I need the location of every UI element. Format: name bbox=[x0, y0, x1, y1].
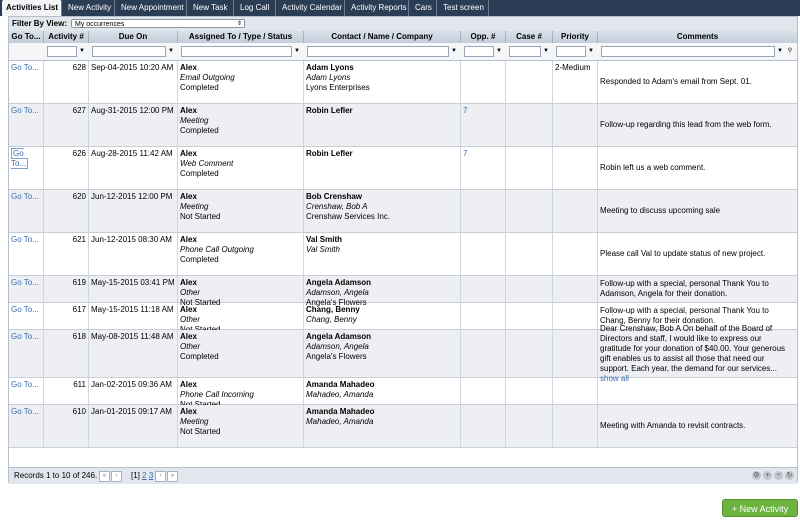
priority bbox=[553, 330, 598, 377]
activity-number: 618 bbox=[44, 330, 89, 377]
activity-status: Not Started bbox=[180, 298, 221, 307]
last-page-button[interactable]: » bbox=[167, 471, 178, 482]
records-count: Records 1 to 10 of 246. bbox=[14, 471, 98, 480]
contact-name: Crenshaw, Bob A bbox=[306, 202, 368, 211]
activities-grid bbox=[8, 16, 798, 483]
contact-company: Lyons Enterprises bbox=[306, 83, 370, 92]
case-number bbox=[506, 233, 553, 275]
case-number bbox=[506, 61, 553, 103]
activity-status: Completed bbox=[180, 352, 219, 361]
activity-number: 621 bbox=[44, 233, 89, 275]
activity-number: 611 bbox=[44, 378, 89, 404]
contact-name: Adamson, Angela bbox=[306, 342, 369, 351]
activity-type: Meeting bbox=[180, 202, 209, 211]
tab-bar bbox=[0, 0, 800, 16]
table-row[interactable] bbox=[9, 378, 797, 405]
priority bbox=[553, 276, 598, 302]
activity-status: Not Started bbox=[180, 427, 221, 436]
contact-name: Adamson, Angela bbox=[306, 288, 369, 297]
goto-link[interactable]: Go To... bbox=[11, 106, 39, 115]
first-page-button[interactable]: « bbox=[99, 471, 110, 482]
cell-goto bbox=[9, 378, 44, 404]
activity-assignee: Alex bbox=[180, 278, 197, 287]
contact-company: Angela's Flowers bbox=[306, 352, 367, 361]
contact-name: Chang, Benny bbox=[306, 315, 357, 324]
case-number bbox=[506, 104, 553, 146]
funnel-icon[interactable]: ⚲ bbox=[787, 48, 793, 54]
refresh-icon[interactable]: ↻ bbox=[786, 472, 793, 479]
table-row[interactable] bbox=[9, 61, 797, 104]
show-all-link[interactable]: show all bbox=[600, 373, 629, 383]
contact-contact[interactable]: Amanda Mahadeo bbox=[306, 380, 375, 389]
new-activity-button[interactable]: + New Activity bbox=[722, 499, 798, 517]
tab-log-call[interactable]: Log Call bbox=[236, 0, 276, 16]
case-number bbox=[506, 405, 553, 447]
goto-link[interactable]: Go To... bbox=[11, 305, 39, 314]
goto-link[interactable]: Go To... bbox=[11, 407, 39, 416]
remove-icon[interactable]: − bbox=[774, 471, 783, 480]
activity-type: Other bbox=[180, 342, 201, 351]
cell-opp bbox=[461, 378, 506, 404]
cell-comments bbox=[598, 405, 797, 447]
tab-activities-list[interactable]: Activities List bbox=[2, 0, 62, 16]
cell-opp bbox=[461, 233, 506, 275]
filter-priority-dropdown-icon[interactable]: ▼ bbox=[588, 48, 594, 54]
contact-contact[interactable]: Angela Adamson bbox=[306, 332, 372, 341]
opportunity-link[interactable]: 7 bbox=[463, 149, 468, 158]
table-row[interactable] bbox=[9, 323, 797, 383]
cell-contact bbox=[304, 104, 461, 146]
due-date: Aug-31-2015 12:00 PM bbox=[89, 104, 178, 146]
cell-comments bbox=[598, 233, 797, 275]
activity-type: Web Comment bbox=[180, 159, 234, 168]
cell-comments bbox=[598, 147, 797, 189]
priority bbox=[553, 405, 598, 447]
cell-contact bbox=[304, 147, 461, 189]
page-3-link[interactable]: 3 bbox=[148, 471, 154, 480]
goto-link[interactable]: Go To... bbox=[11, 192, 39, 201]
col-goto-header[interactable]: Go To... bbox=[9, 31, 44, 43]
col-due-header[interactable]: Due On bbox=[89, 31, 178, 43]
cell-goto bbox=[9, 190, 44, 232]
contact-contact[interactable]: Val Smith bbox=[306, 235, 343, 244]
activity-number: 626 bbox=[44, 147, 89, 189]
cell-contact bbox=[304, 61, 461, 103]
activity-assignee: Alex bbox=[180, 407, 197, 416]
contact-company: Crenshaw Services Inc. bbox=[306, 212, 391, 221]
activity-type: Email Outgoing bbox=[180, 73, 235, 82]
contact-name: Mahadeo, Amanda bbox=[306, 417, 374, 426]
due-date: Aug-28-2015 11:42 AM bbox=[89, 147, 178, 189]
activity-status: Completed bbox=[180, 169, 219, 178]
col-case-header[interactable]: Case # bbox=[506, 31, 553, 43]
contact-contact[interactable]: Bob Crenshaw bbox=[306, 192, 363, 201]
contact-contact[interactable]: Robin Lefler bbox=[306, 149, 353, 158]
due-date: May-15-2015 03:41 PM bbox=[89, 276, 178, 302]
comment-text: Responded to Adam's email from Sept. 01. bbox=[600, 77, 752, 86]
comment-text: Please call Val to update status of new project. bbox=[600, 249, 766, 258]
activity-type: Other bbox=[180, 288, 201, 297]
comment-text: Dear Crenshaw, Bob A On behalf of the Board of Directors and staff, I would like to express our gratitude for your donation of $40.00. Your generous gift enables us to assist all those that need our support. Each year, the demand for our services... bbox=[600, 323, 786, 373]
due-date: Jun-12-2015 12:00 PM bbox=[89, 190, 178, 232]
cell-opp bbox=[461, 405, 506, 447]
priority bbox=[553, 233, 598, 275]
filter-comments-dropdown-icon[interactable]: ▼ bbox=[777, 48, 783, 54]
cell-goto bbox=[9, 104, 44, 146]
table-row[interactable] bbox=[9, 276, 797, 307]
activity-assignee: Alex bbox=[180, 380, 197, 389]
priority bbox=[553, 190, 598, 232]
goto-link[interactable]: Go To... bbox=[11, 380, 39, 389]
tab-activity-calendar[interactable]: Activity Calendar bbox=[278, 0, 345, 16]
priority bbox=[553, 378, 598, 404]
filter-case-input[interactable] bbox=[509, 46, 541, 57]
case-number bbox=[506, 190, 553, 232]
cell-contact bbox=[304, 190, 461, 232]
filter-contact-input[interactable] bbox=[307, 46, 449, 57]
cell-assigned bbox=[178, 330, 304, 377]
col-contact-header[interactable]: Contact / Name / Company bbox=[304, 31, 461, 43]
tab-new-appointment[interactable]: New Appointment bbox=[117, 0, 187, 16]
activity-number: 620 bbox=[44, 190, 89, 232]
cell-opp bbox=[461, 104, 506, 146]
cell-comments bbox=[598, 61, 797, 103]
comment-text: Robin left us a web comment. bbox=[600, 163, 706, 172]
activity-number: 619 bbox=[44, 276, 89, 302]
table-row[interactable] bbox=[9, 147, 797, 190]
table-row[interactable] bbox=[9, 104, 797, 147]
cell-opp bbox=[461, 147, 506, 189]
filter-assigned-dropdown-icon[interactable]: ▼ bbox=[294, 48, 300, 54]
add-icon[interactable]: + bbox=[763, 471, 772, 480]
cell-goto bbox=[9, 303, 44, 329]
contact-name: Mahadeo, Amanda bbox=[306, 390, 374, 399]
activity-status: Completed bbox=[180, 126, 219, 135]
cell-assigned bbox=[178, 405, 304, 447]
col-priority-header[interactable]: Priority bbox=[553, 31, 598, 43]
case-number bbox=[506, 330, 553, 377]
tab-activity-reports[interactable]: Activity Reports bbox=[347, 0, 409, 16]
tab-test-screen[interactable]: Test screen bbox=[439, 0, 489, 16]
cell-contact bbox=[304, 303, 461, 329]
activity-number: 617 bbox=[44, 303, 89, 329]
due-date: Sep-04-2015 10:20 AM bbox=[89, 61, 178, 103]
contact-contact[interactable]: Chang, Benny bbox=[306, 305, 360, 314]
comment-text: Meeting with Amanda to revisit contracts. bbox=[600, 421, 746, 430]
cell-opp bbox=[461, 61, 506, 103]
activity-assignee: Alex bbox=[180, 192, 197, 201]
cell-comments bbox=[598, 276, 797, 302]
cell-comments bbox=[598, 190, 797, 232]
cell-contact bbox=[304, 330, 461, 377]
cell-contact bbox=[304, 276, 461, 307]
filter-due-input[interactable] bbox=[92, 46, 166, 57]
page-links bbox=[131, 471, 153, 480]
opportunity-link[interactable]: 7 bbox=[463, 106, 468, 115]
activity-type: Meeting bbox=[180, 116, 209, 125]
cell-assigned bbox=[178, 378, 304, 404]
activity-number: 627 bbox=[44, 104, 89, 146]
cell-assigned bbox=[178, 61, 304, 103]
priority bbox=[553, 147, 598, 189]
case-number bbox=[506, 276, 553, 302]
cell-contact bbox=[304, 405, 461, 447]
activity-assignee: Alex bbox=[180, 235, 197, 244]
cell-comments bbox=[598, 104, 797, 146]
activity-status: Not Started bbox=[180, 212, 221, 221]
activity-number: 610 bbox=[44, 405, 89, 447]
filter-comments-input[interactable] bbox=[601, 46, 775, 57]
activity-number: 628 bbox=[44, 61, 89, 103]
cell-goto bbox=[9, 405, 44, 447]
due-date: Jan-01-2015 09:17 AM bbox=[89, 405, 178, 447]
activity-type: Meeting bbox=[180, 417, 209, 426]
filter-activity-input[interactable] bbox=[47, 46, 77, 57]
filter-due-dropdown-icon[interactable]: ▼ bbox=[168, 48, 174, 54]
tab-new-task[interactable]: New Task bbox=[189, 0, 234, 16]
comment-text: Follow-up regarding this lead from the web form. bbox=[600, 120, 772, 129]
goto-link[interactable]: Go To... bbox=[11, 63, 39, 72]
contact-contact[interactable]: Amanda Mahadeo bbox=[306, 407, 375, 416]
due-date: Jan-02-2015 09:36 AM bbox=[89, 378, 178, 404]
cell-assigned bbox=[178, 147, 304, 189]
next-page-button[interactable]: › bbox=[155, 471, 166, 482]
cell-goto bbox=[9, 330, 44, 377]
tab-new-activity[interactable]: New Activity bbox=[64, 0, 115, 16]
case-number bbox=[506, 303, 553, 329]
priority bbox=[553, 303, 598, 329]
contact-company: Angela's Flowers bbox=[306, 298, 367, 307]
filter-bar bbox=[9, 17, 797, 31]
column-filter-row bbox=[9, 43, 797, 61]
priority bbox=[553, 104, 598, 146]
tab-cars[interactable]: Cars bbox=[411, 0, 437, 16]
cell-comments bbox=[598, 323, 797, 383]
cell-goto bbox=[9, 147, 44, 189]
table-row[interactable] bbox=[9, 405, 797, 448]
filter-view-value: My occurrences bbox=[75, 21, 125, 28]
activity-assignee: Alex bbox=[180, 332, 197, 341]
activity-type: Phone Call Incoming bbox=[180, 390, 254, 399]
filter-assigned-input[interactable] bbox=[181, 46, 292, 57]
due-date: May-15-2015 11:18 AM bbox=[89, 303, 178, 329]
filter-opp-input[interactable] bbox=[464, 46, 494, 57]
case-number bbox=[506, 378, 553, 404]
filter-case-dropdown-icon[interactable]: ▼ bbox=[543, 48, 549, 54]
cell-contact bbox=[304, 378, 461, 404]
filter-contact-dropdown-icon[interactable]: ▼ bbox=[451, 48, 457, 54]
cell-opp bbox=[461, 330, 506, 377]
goto-link[interactable]: Go To... bbox=[11, 149, 27, 168]
case-number bbox=[506, 147, 553, 189]
activity-assignee: Alex bbox=[180, 106, 197, 115]
goto-link[interactable]: Go To... bbox=[11, 332, 39, 341]
cell-goto bbox=[9, 233, 44, 275]
activity-type: Phone Call Outgoing bbox=[180, 245, 254, 254]
activity-type: Other bbox=[180, 315, 201, 324]
cell-assigned bbox=[178, 233, 304, 275]
cell-assigned bbox=[178, 104, 304, 146]
page-2-link[interactable]: 2 bbox=[142, 471, 147, 480]
table-row[interactable] bbox=[9, 233, 797, 276]
col-opp-header[interactable]: Opp. # bbox=[461, 31, 506, 43]
cell-opp bbox=[461, 303, 506, 329]
cell-contact bbox=[304, 233, 461, 275]
cell-opp bbox=[461, 190, 506, 232]
comment-text: Follow-up with a special, personal Thank You to Chang, Benny for their donation. bbox=[600, 306, 769, 325]
col-comments-header[interactable]: Comments bbox=[676, 32, 719, 41]
filter-priority-input[interactable] bbox=[556, 46, 586, 57]
cell-comments bbox=[598, 378, 797, 404]
contact-name: Adam Lyons bbox=[306, 73, 351, 82]
col-activity-header[interactable]: Activity # bbox=[44, 31, 89, 43]
filter-activity-dropdown-icon[interactable]: ▼ bbox=[79, 48, 85, 54]
activity-status: Completed bbox=[180, 83, 219, 92]
due-date: May-08-2015 11:48 AM bbox=[89, 330, 178, 377]
current-page: [1] bbox=[131, 471, 140, 480]
chevron-updown-icon: ⇕ bbox=[236, 21, 242, 27]
comment-text: Meeting to discuss upcoming sale bbox=[600, 206, 721, 215]
due-date: Jun-12-2015 08:30 AM bbox=[89, 233, 178, 275]
filter-view-select[interactable] bbox=[71, 19, 245, 28]
cell-assigned bbox=[178, 303, 304, 329]
activity-assignee: Alex bbox=[180, 305, 197, 314]
comment-text: Follow-up with a special, personal Thank You to Adamson, Angela for their donation. bbox=[600, 279, 769, 298]
contact-name: Val Smith bbox=[306, 245, 340, 254]
activity-assignee: Alex bbox=[180, 149, 197, 158]
activity-assignee: Alex bbox=[180, 63, 197, 72]
settings-icon[interactable]: ⚙ bbox=[753, 472, 760, 479]
cell-assigned bbox=[178, 190, 304, 232]
goto-link[interactable]: Go To... bbox=[11, 235, 39, 244]
prev-page-button[interactable]: ‹ bbox=[111, 471, 122, 482]
priority: 2-Medium bbox=[553, 61, 598, 103]
cell-assigned bbox=[178, 276, 304, 307]
filter-opp-dropdown-icon[interactable]: ▼ bbox=[496, 48, 502, 54]
table-row[interactable] bbox=[9, 190, 797, 233]
contact-contact[interactable]: Adam Lyons bbox=[306, 63, 354, 72]
pager-bar bbox=[9, 467, 797, 484]
cell-goto bbox=[9, 61, 44, 103]
goto-link[interactable]: Go To... bbox=[11, 278, 39, 287]
col-assigned-header[interactable]: Assigned To / Type / Status bbox=[178, 31, 304, 43]
cell-opp bbox=[461, 276, 506, 302]
cell-goto bbox=[9, 276, 44, 302]
contact-contact[interactable]: Angela Adamson bbox=[306, 278, 372, 287]
filter-label: Filter By View: bbox=[12, 19, 67, 28]
contact-contact[interactable]: Robin Lefler bbox=[306, 106, 353, 115]
activity-status: Completed bbox=[180, 255, 219, 264]
